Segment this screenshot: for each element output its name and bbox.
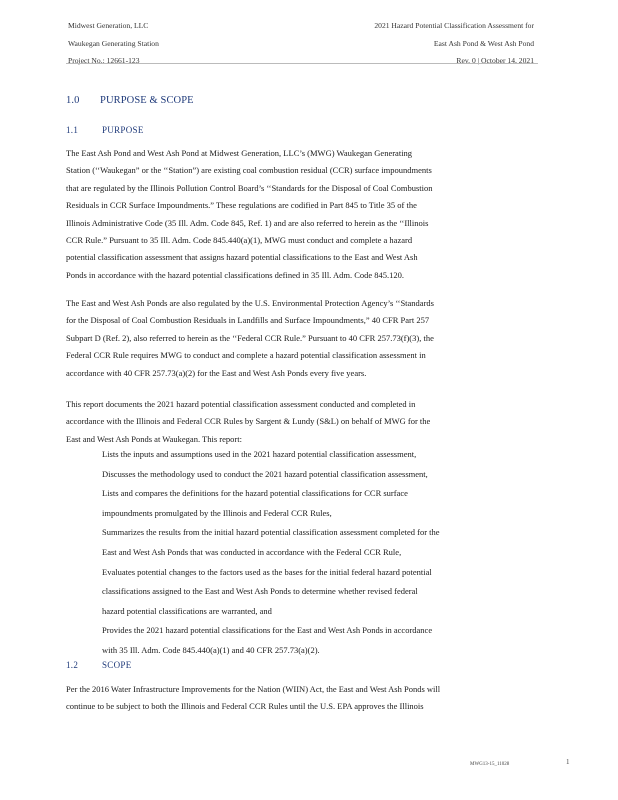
header-company: Midwest Generation, LLC [68, 21, 149, 30]
list-item: Lists and compares the definitions for the hazard potential classifications for CCR surface [102, 488, 408, 499]
text-line: Station (‘‘Waukegan” or the ‘‘Station”) are existing coal combustion residual (CCR) surface impoundments [66, 165, 432, 176]
header-project-number: Project No.: 12661-123 [68, 56, 140, 65]
list-item: impoundments promulgated by the Illinois and Federal CCR Rules, [102, 507, 332, 518]
document-code: MWG13-15_11028 [470, 762, 510, 767]
header-left [68, 17, 159, 70]
section-heading-1-1 [66, 125, 144, 135]
text-line: that are regulated by the Illinois Pollution Control Board’s ‘‘Standards for the Disposal of Coal Combustion [66, 182, 433, 193]
header-report-title: 2021 Hazard Potential Classification Assessment for [374, 21, 534, 30]
text-line: Illinois Administrative Code (35 Ill. Adm. Code 845, Ref. 1) and are also referred to herein as the ‘‘Illinois [66, 217, 429, 228]
header-right [374, 17, 534, 70]
text-line: for the Disposal of Coal Combustion Residuals in Landfills and Surface Impoundments,” 40 CFR Part 257 [66, 315, 430, 326]
list-item: Summarizes the results from the initial hazard potential classification assessment completed for the [102, 527, 440, 538]
list-item: Lists the inputs and assumptions used in the 2021 hazard potential classification assessment, [102, 449, 417, 459]
list-item: classifications assigned to the East and West Ash Ponds to determine whether revised federal [102, 586, 418, 597]
section-number: 1.0 [66, 95, 80, 106]
text-line: Per the 2016 Water Infrastructure Improvements for the Nation (WIIN) Act, the East and West Ash Ponds will [66, 684, 441, 694]
list-item: hazard potential classifications are warranted, and [102, 605, 272, 616]
text-line: potential classification assessment that assigns hazard potential classifications to the East and West Ash [66, 252, 418, 263]
header-divider [66, 63, 538, 64]
purpose-paragraph-1 [66, 145, 544, 284]
section-number: 1.1 [66, 125, 79, 135]
header-report-subject: East Ash Pond & West Ash Pond [433, 38, 534, 48]
text-line: The East Ash Pond and West Ash Pond at Midwest Generation, LLC’s (MWG) Waukegan Generating [66, 148, 413, 158]
text-line: CCR Rule.” Pursuant to 35 Ill. Adm. Code 845.440(a)(1), MWG must conduct and complete a hazard [66, 235, 413, 246]
list-item: Provides the 2021 hazard potential classifications for the East and West Ash Ponds in accordance [102, 625, 433, 636]
text-line: The East and West Ash Ponds are also regulated by the U.S. Environmental Protection Agency’s ‘‘Standards [66, 298, 434, 308]
list-item: Discusses the methodology used to conduct the 2021 hazard potential classification assessment, [102, 468, 428, 479]
section-title: PURPOSE & SCOPE [100, 95, 194, 106]
text-line: Residuals in CCR Surface Impoundments.” These regulations are codified in Part 845 to Title 35 of the [66, 200, 417, 211]
purpose-paragraph-2 [66, 295, 544, 382]
text-line: Subpart D (Ref. 2), also referred to herein as the ‘‘Federal CCR Rule.” Pursuant to 40 CFR 257.73(f)(3), the [66, 332, 434, 343]
text-line: Ponds in accordance with the hazard potential classifications defined in 35 Ill. Adm. Code 845.120. [66, 269, 405, 280]
section-number: 1.2 [66, 660, 79, 670]
text-line: continue to be subject to both the Illinois and Federal CCR Rules until the U.S. EPA approves the Illinois [66, 701, 424, 712]
scope-paragraph [66, 681, 544, 716]
list-item: with 35 Ill. Adm. Code 845.440(a)(1) and 40 CFR 257.73(a)(2). [102, 644, 320, 655]
report-contents-list [102, 445, 546, 661]
list-item: East and West Ash Ponds that was conducted in accordance with the Federal CCR Rule, [102, 546, 402, 557]
text-line: East and West Ash Ponds at Waukegan. This report: [66, 433, 242, 444]
purpose-paragraph-3 [66, 396, 544, 448]
header-revision-date: Rev. 0 | October 14, 2021 [456, 56, 534, 65]
page-number: 1 [566, 758, 570, 766]
text-line: accordance with 40 CFR 257.73(a)(2) for the East and West Ash Ponds every five years. [66, 367, 367, 378]
section-heading-1-2 [66, 660, 132, 670]
text-line: Federal CCR Rule requires MWG to conduct and complete a hazard potential classification assessment in [66, 350, 426, 361]
section-title: SCOPE [102, 660, 132, 670]
header-station: Waukegan Generating Station [68, 38, 159, 48]
list-item: Evaluates potential changes to the factors used as the bases for the initial federal hazard potential [102, 566, 432, 577]
section-heading-1-0 [66, 95, 194, 106]
section-title: PURPOSE [102, 125, 144, 135]
text-line: This report documents the 2021 hazard potential classification assessment conducted and completed in [66, 399, 416, 409]
text-line: accordance with the Illinois and Federal CCR Rules by Sargent & Lundy (S&L) on behalf of MWG for the [66, 416, 431, 427]
